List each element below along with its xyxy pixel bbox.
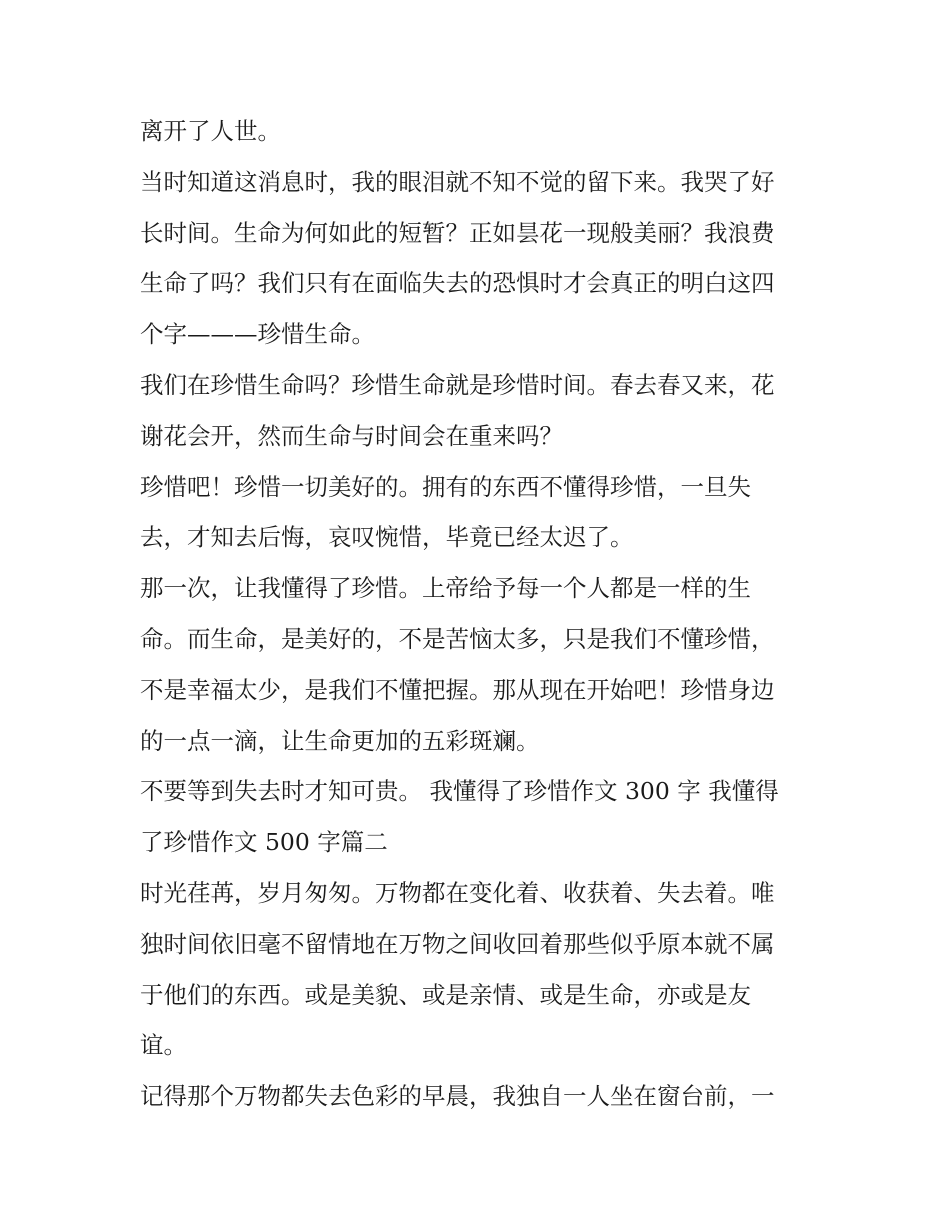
text-line: 于他们的东西。或是美貌、或是亲情、或是生命，亦或是友 <box>140 980 751 1009</box>
text-line: 我们在珍惜生命吗？珍惜生命就是珍惜时间。春去春又来，花 <box>140 370 775 399</box>
text-line: 当时知道这消息时，我的眼泪就不知不觉的留下来。我哭了好 <box>140 167 775 196</box>
text-line: 了珍惜作文 500 字篇二 <box>140 828 388 857</box>
text-line: 独时间依旧毫不留情地在万物之间收回着那些似乎原本就不属 <box>140 929 775 958</box>
paragraph <box>140 106 816 157</box>
paragraph <box>140 1071 816 1122</box>
text-line: 谊。 <box>140 1031 187 1060</box>
text-line: 谢花会开，然而生命与时间会在重来吗？ <box>140 421 563 450</box>
text-line: 生命了吗？我们只有在面临失去的恐惧时才会真正的明白这四 <box>140 269 775 298</box>
text-line: 命。而生命，是美好的，不是苦恼太多，只是我们不懂珍惜， <box>140 624 775 653</box>
text-line: 长时间。生命为何如此的短暂？正如昙花一现般美丽？我浪费 <box>140 218 775 247</box>
paragraph <box>140 563 816 766</box>
paragraph <box>140 766 816 868</box>
text-line: 的一点一滴，让生命更加的五彩斑斓。 <box>140 726 540 755</box>
text-line: 记得那个万物都失去色彩的早晨，我独自一人坐在窗台前，一 <box>140 1082 775 1111</box>
text-line: 个字———珍惜生命。 <box>140 320 375 349</box>
paragraph <box>140 360 816 462</box>
text-line: 珍惜吧！珍惜一切美好的。拥有的东西不懂得珍惜，一旦失 <box>140 472 751 501</box>
paragraph <box>140 157 816 360</box>
text-line: 离开了人世。 <box>140 117 281 145</box>
text-line: 去，才知去后悔，哀叹惋惜，毕竟已经太迟了。 <box>140 523 634 552</box>
paragraph <box>140 868 816 1071</box>
text-line: 时光荏苒，岁月匆匆。万物都在变化着、收获着、失去着。唯 <box>140 878 775 907</box>
text-line: 不是幸福太少，是我们不懂把握。那从现在开始吧！珍惜身边 <box>140 675 775 704</box>
paragraph <box>140 462 816 564</box>
document-body <box>140 106 816 1122</box>
text-line: 不要等到失去时才知可贵。 我懂得了珍惜作文 300 字 我懂得 <box>140 777 779 806</box>
text-line: 那一次，让我懂得了珍惜。上帝给予每一个人都是一样的生 <box>140 574 751 603</box>
